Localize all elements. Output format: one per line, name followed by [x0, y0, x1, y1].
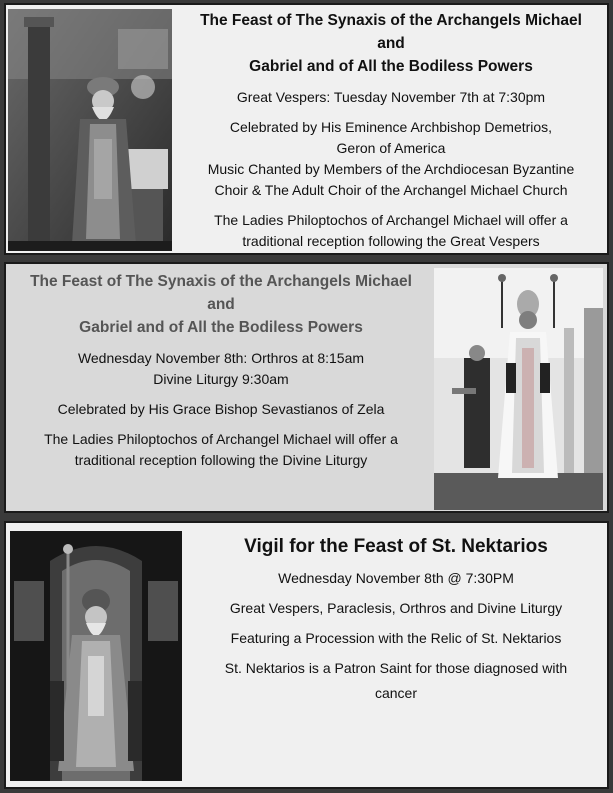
reception-line-1: The Ladies Philoptochos of Archangel Michael will offer a: [44, 431, 398, 447]
music-line-2: Choir & The Adult Choir of the Archangel Michael Church: [214, 182, 568, 198]
service-time: Great Vespers: Tuesday November 7th at 7:30pm: [236, 89, 546, 105]
celebrant-line-2: Geron of America: [336, 140, 446, 156]
event-title-line-3: Gabriel and of All the Bodiless Powers: [249, 58, 533, 75]
event-title: The Feast of The Synaxis of the Archangels Michael: [200, 12, 582, 29]
celebrant-line: Celebrated by His Grace Bishop Sevastianos of Zela: [57, 401, 385, 417]
event-panel-synaxis-vespers: [4, 3, 609, 255]
celebrant-line-1: Celebrated by His Eminence Archbishop Demetrios,: [229, 119, 553, 135]
schedule-line-2: Divine Liturgy 9:30am: [153, 371, 289, 387]
music-line-1: Music Chanted by Members of the Archdiocesan Byzantine: [207, 161, 575, 177]
event-details-2: [8, 270, 434, 471]
patron-line-1: St. Nektarios is a Patron Saint for those diagnosed with: [224, 660, 568, 676]
reception-line-2: traditional reception following the Great Vespers: [242, 233, 540, 249]
services-line: Great Vespers, Paraclesis, Orthros and Divine Liturgy: [229, 600, 563, 616]
archbishop-photo: [8, 9, 172, 251]
event-panel-synaxis-liturgy: [4, 262, 609, 513]
event-title: Vigil for the Feast of St. Nektarios: [244, 536, 548, 557]
priest-photo: [10, 531, 182, 781]
schedule-line-1: Wednesday November 8th: Orthros at 8:15am: [77, 350, 365, 366]
event-title-and: and: [377, 35, 405, 52]
reception-line-1: The Ladies Philoptochos of Archangel Michael will offer a: [214, 212, 568, 228]
schedule-line: Wednesday November 8th @ 7:30PM: [278, 570, 514, 586]
bishop-photo: [434, 268, 603, 510]
event-title-line-3: Gabriel and of All the Bodiless Powers: [79, 319, 363, 336]
reception-line-2: traditional reception following the Divine Liturgy: [74, 452, 368, 468]
event-panel-nektarios-vigil: [4, 521, 609, 789]
patron-line-2: cancer: [374, 685, 418, 701]
procession-line: Featuring a Procession with the Relic of St. Nektarios: [230, 630, 562, 646]
event-details-1: [174, 9, 608, 252]
event-details-3: [186, 535, 606, 704]
event-title-and: and: [207, 296, 235, 313]
event-title: The Feast of The Synaxis of the Archangels Michael: [30, 273, 412, 290]
